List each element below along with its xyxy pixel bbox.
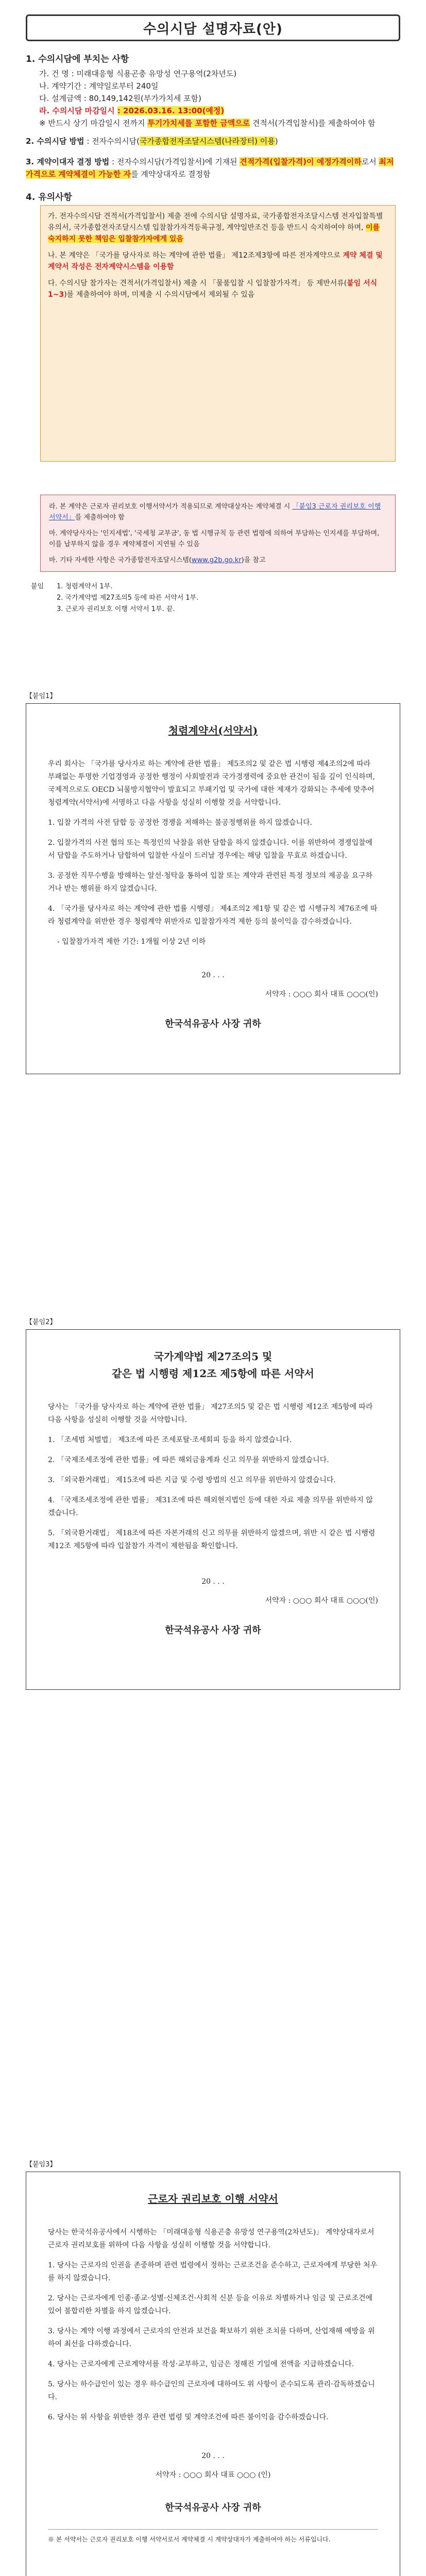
attachments: [31, 581, 44, 592]
form-2-item: 3. 「외국환거래법」 제15조에 따른 지급 및 수령 방법의 신고 의무를 위반하지 않겠습니다.: [48, 1476, 336, 1484]
attachment-item: 3. 근로자 권리보호 이행 서약서 1부. 끝.: [57, 605, 175, 613]
form-1-recipient: 한국석유공사 사장 귀하: [165, 1019, 261, 1029]
form-3-date: 20 . . .: [201, 2452, 225, 2460]
s1-item-name: 가. 건 명 : 미래대응형 식용곤충 유망성 연구용역(2차년도): [39, 69, 237, 78]
form-2-item: 2. 「국제조세조정에 관한 법률」에 따른 해외금융계좌 신고 의무를 위반하지 않겠습니다.: [48, 1456, 329, 1464]
form-1-signer: 서약자 : ○○○ 회사 대표 ○○○(인): [265, 990, 378, 998]
caution-a: 가. 전자수의시담 견적서(가격입찰서) 제출 전에 수의시담 설명자료, 국가종합전자조달시스템 전자입찰특별유의서, 국가종합전자조달시스템 입찰참가자격등록규정, 계약일반조건 등을 반드시 숙지하여야 하며, 이를 숙지하지 못한 책임은 입찰참가자에게 있음: [48, 212, 383, 243]
form-2-date: 20 . . .: [201, 1578, 225, 1586]
section-1-heading: 1. 수의시담에 부치는 사항: [26, 54, 129, 64]
notice-p2: 마. 계약당사자는 '인지세법', '국세청 교부금', 동 법 시행규칙 등 관련 법령에 의하여 부담하는 인지세를 부담하며, 이를 납부하지 않을 경우 계약체결이 지연될 수 있음: [49, 530, 380, 548]
form-2-item: 1. 「조세범 처벌법」 제3조에 따른 조세포탈·조세회피 등을 하지 않겠습니다.: [48, 1436, 292, 1444]
form-1-intro: 우리 회사는 「국가를 당사자로 하는 계약에 관한 법률」 제5조의2 및 같은 법 시행령 제4조의2에 따라 부패없는 투명한 기업경영과 공정한 행정이 사회발전과 국가경쟁력에 중요한 관건이 됨을 깊이 인식하며, 국제적으로도 OECD 뇌물방지협약이 발효되고 부패기업 및 국가에 대한 제재가 강화되는 추세에 맞추어 청렴계약(서약서)에 서명하고 다음 사항을 성실히 이행할 것을 서약합니다.: [48, 760, 375, 807]
form-1-item: 3. 공정한 직무수행을 방해하는 알선·청탁을 통하여 입찰 또는 계약과 관련된 특정 정보의 제공을 요구하거나 받는 행위를 하지 않겠습니다.: [48, 872, 373, 893]
attach-label: 붙임: [31, 583, 44, 590]
form-1-title: 청렴계약서(서약서): [168, 724, 258, 737]
section-1: [26, 52, 400, 129]
form-2-signer: 서약자 : ○○○ 회사 대표 ○○○(인): [265, 1597, 378, 1605]
worker-rights-pledge-form: [26, 2172, 400, 2576]
form-3-intro: 당사는 한국석유공사에서 시행하는 「미래대응형 식용곤충 유망성 연구용역(2차년도)」 계약상대자로서 근로자 권리보호를 위하여 다음 사항을 성실히 이행할 것을 서약합니다.: [48, 2228, 374, 2249]
form-3-title: 근로자 권리보호 이행 서약서: [148, 2193, 278, 2205]
caution-box: [40, 205, 396, 462]
form-1-date: 20 . . .: [201, 971, 225, 979]
attachment-item: 1. 청렴계약서 1부.: [57, 583, 113, 590]
s1-item-period: 나. 계약기간 : 계약일로부터 240일: [39, 81, 159, 91]
form-3-footnote: ※ 본 서약서는 근로자 권리보호 이행 서약서로서 계약체결 시 계약상대자가 제출하여야 하는 서류입니다.: [48, 2536, 331, 2543]
form-2-title-line2: 같은 법 시행령 제12조 제5항에 따른 서약서: [112, 1367, 314, 1380]
attachment-list: [57, 581, 198, 615]
form-3-item: 2. 당사는 근로자에게 인종·종교·성별·신체조건·사회적 신분 등을 이유로 차별하거나 임금 및 근로조건에 있어 불합리한 차별을 하지 않겠습니다.: [48, 2294, 373, 2315]
contract-law-pledge-form: [26, 1329, 400, 1690]
form-1-note: - 입찰참가자격 제한 기간: 1개월 이상 2년 이하: [57, 938, 206, 946]
s1-notice: ※ 반드시 상기 마감일시 전까지 투기가치세를 포함한 금액으로 견적서(가격입찰서)를 제출하여야 함: [39, 118, 376, 128]
form-1-item: 4. 「국가를 당사자로 하는 계약에 관한 법률 시행령」 제4조의2 제1항 및 같은 법 시행규칙 제76조에 따라 청렴계약을 위반한 경우 청렴계약 위반자로 입찰참가자격 제한 등의 불이익을 감수하겠습니다.: [48, 905, 378, 926]
form-3-item: 1. 당사는 근로자의 인권을 존중하며 관련 법령에서 정하는 근로조건을 준수하고, 근로자에게 부당한 처우를 하지 않겠습니다.: [48, 2261, 378, 2282]
form-2-item: 5. 「외국환거래법」 제18조에 따른 자본거래의 신고 의무를 위반하지 않겠으며, 위반 시 같은 법 시행령 제12조 제5항에 따라 입찰참가 자격이 제한됨을 확인합니다.: [48, 1529, 376, 1550]
caution-b: 나. 본 계약은 「국가를 당사자로 하는 계약에 관한 법률」 제12조제3항에 따른 전자계약으로 계약 체결 및 계약서 작성은 전자계약시스템을 이용함: [48, 251, 383, 271]
document-title: 수의시담 설명자료(안): [26, 14, 400, 41]
section-2-heading: 2. 수의시담 방법: [26, 137, 84, 146]
form-3-item: 6. 당사는 위 사항을 위반한 경우 관련 법령 및 계약조건에 따른 불이익을 감수하겠습니다.: [48, 2413, 329, 2421]
s1-item-amount: 다. 설계금액 : 80,149,142원(부가가치세 포함): [39, 94, 201, 103]
annex-2-label: 【붙임2】: [26, 1318, 57, 1326]
notice-p1: 라. 본 계약은 근로자 권리보호 이행서약서가 적용되므로 계약대상자는 계약체결 시 「붙임3 근로자 권리보호 이행 서약서」를 제출하여야 함: [49, 503, 381, 521]
form-1-item: 2. 입찰가격의 사전 협의 또는 특정인의 낙찰을 위한 담합을 하지 않겠습니다. 이를 위반하여 경쟁입찰에서 담합을 주도하거나 담합하여 입찰한 사실이 드러날 경우에는 해당 입찰을 무효로 하겠습니다.: [48, 839, 373, 860]
section-4-heading: 4. 유의사항: [26, 192, 72, 202]
form-2-recipient: 한국석유공사 사장 귀하: [165, 1625, 261, 1636]
notice-p3: 바. 기타 자세한 사항은 국가종합전자조달시스템(www.g2b.go.kr)을 참고: [49, 556, 266, 564]
attach3-link[interactable]: 「붙임3 근로자 권리보호 이행 서약서」: [49, 503, 381, 521]
notice-box: [40, 495, 396, 572]
form-1-item: 1. 입찰 가격의 사전 담합 등 공정한 경쟁을 저해하는 불공정행위를 하지 않겠습니다.: [48, 819, 313, 827]
section-2: 2. 수의시담 방법 : 전자수의시담(국가종합전자조달시스템(나라장터) 이용): [26, 137, 278, 146]
attachment-item: 2. 국가계약법 제27조의5 등에 따른 서약서 1부.: [57, 594, 199, 602]
caution-c: 다. 수의시담 참가자는 견적서(가격입찰서) 제출 시 「물품입찰 시 입찰참가자격」 등 제반서류(붙임 서식 1~3)를 제출하여야 하며, 미제출 시 수의시담에서 제외될 수 있음: [48, 279, 378, 299]
section-3: 3. 계약이대자 결정 방법 : 전자수의시담(가격입찰서)에 기재된 견적가격(입찰가격)이 예정가격이하로서 최저가격으로 계약체결이 가능한 자를 계약상대자로 결정함: [26, 157, 394, 179]
form-3-signer: 서약자 : ○○○ 회사 대표 ○○○ (인): [155, 2471, 271, 2479]
g2b-link[interactable]: www.g2b.go.kr: [191, 556, 242, 564]
form-2-intro: 당사는 「국가를 당사자로 하는 계약에 관한 법률」 제27조의5 및 같은 법 시행령 제12조 제5항에 따라 다음 사항을 성실히 이행할 것을 서약합니다.: [48, 1403, 373, 1424]
section-3-heading: 3. 계약이대자 결정 방법: [26, 157, 110, 166]
form-3-item: 4. 당사는 근로자에게 근로계약서를 작성·교부하고, 임금은 정해진 기일에 전액을 지급하겠습니다.: [48, 2360, 354, 2368]
annex-3-label: 【붙임3】: [26, 2161, 57, 2168]
integrity-pledge-form: [26, 703, 400, 1074]
section-4: [26, 190, 400, 206]
s1-item-deadline: 라. 수의시담 마감일시 : 2026.03.16. 13:00(예정): [39, 106, 225, 115]
form-3-item: 3. 당사는 계약 이행 과정에서 근로자의 안전과 보건을 확보하기 위한 조치를 다하며, 산업재해 예방을 위하여 최선을 다하겠습니다.: [48, 2327, 375, 2348]
form-2-item: 4. 「국제조세조정에 관한 법률」 제31조에 따른 해외현지법인 등에 대한 자료 제출 의무를 위반하지 않겠습니다.: [48, 1496, 373, 1517]
form-2-title-line1: 국가계약법 제27조의5 및: [154, 1350, 272, 1363]
annex-1-label: 【붙임1】: [26, 692, 57, 700]
form-3-item: 5. 당사는 하수급인이 있는 경우 하수급인의 근로자에 대하여도 위 사항이 준수되도록 관리·감독하겠습니다.: [48, 2380, 375, 2401]
form-3-recipient: 한국석유공사 사장 귀하: [165, 2502, 261, 2513]
